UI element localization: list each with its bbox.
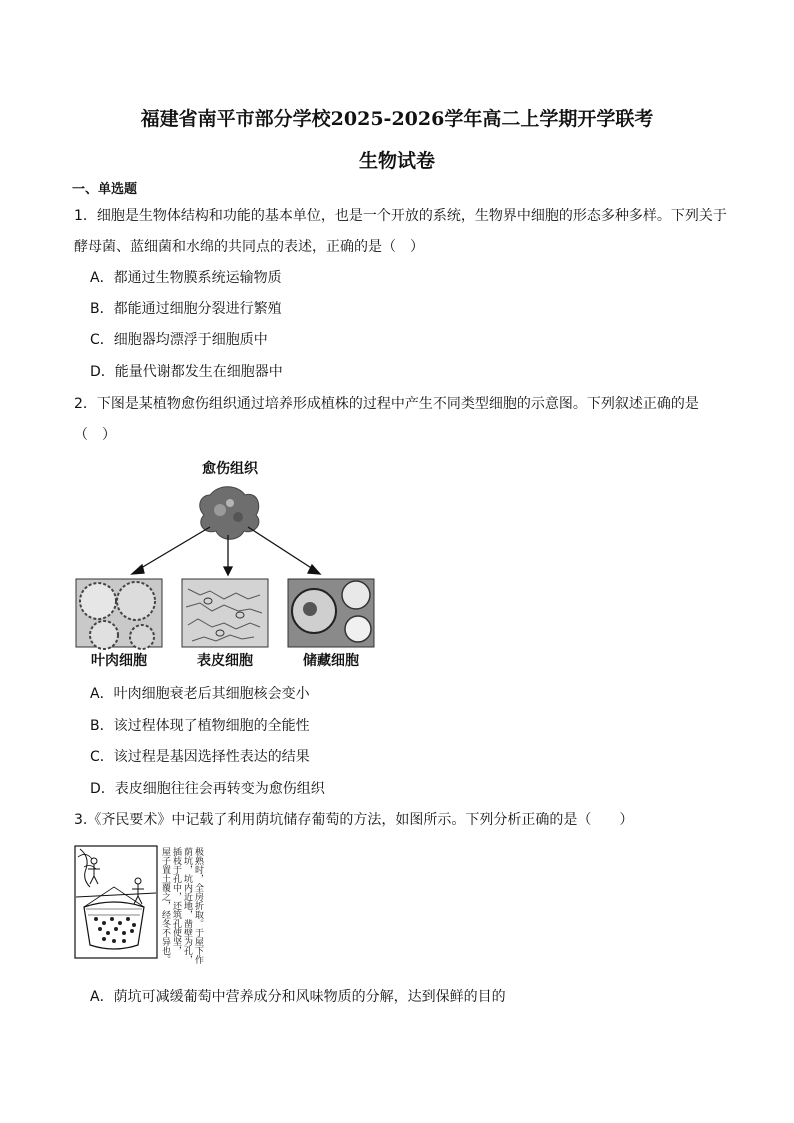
paper-subtitle: 生物试卷 [358,150,435,172]
question-stem-line: （ ） [74,427,116,443]
cell-label-epidermis: 表皮细胞 [197,653,253,669]
question-stem-line: 2．下图是某植物愈伤组织通过培养形成植株的过程中产生不同类型细胞的示意图。下列叙述正确的是 [74,396,699,412]
cell-label-mesophyll: 叶肉细胞 [91,653,147,669]
option-a[interactable]: A．叶肉细胞衰老后其细胞核会变小 [90,686,310,702]
callus-diagram [70,455,380,670]
poem-column: 屋子置土覆之，经冬不异也。 [160,847,170,964]
question-stem-line: 1．细胞是生物体结构和功能的基本单位，也是一个开放的系统，生物界中细胞的形态多种多样。下列关于 [74,208,727,224]
option-a[interactable]: A．都通过生物膜系统运输物质 [90,270,282,286]
grape-pit-illustration [74,845,158,959]
callus-label: 愈伤组织 [202,461,258,477]
question-stem-line: 酵母菌、蓝细菌和水绵的共同点的表述，正确的是（ ） [74,239,424,255]
grape-storage-figure [74,845,210,970]
question-stem-line: 3.《齐民要术》中记载了利用荫坑储存葡萄的方法，如图所示。下列分析正确的是（ ） [74,812,634,828]
option-b[interactable]: B．都能通过细胞分裂进行繁殖 [90,301,282,317]
poem-column: 极熟时，全房折取。于屋下作 [193,847,203,964]
epidermis-cell-image [182,579,268,647]
option-c[interactable]: C．该过程是基因选择性表达的结果 [90,749,310,765]
option-c[interactable]: C．细胞器均漂浮于细胞质中 [90,332,268,348]
section-heading: 一、单选题 [72,182,138,197]
cell-label-storage: 储藏细胞 [303,653,359,669]
mesophyll-cell-image [76,579,162,649]
callus-figure [70,455,380,670]
option-a[interactable]: A．荫坑可减缓葡萄中营养成分和风味物质的分解，达到保鲜的目的 [90,989,506,1005]
poem-column: 插枝于孔中，还筑孔使坚， [171,847,181,955]
callus-image [200,487,259,540]
storage-cell-image [288,579,374,647]
option-d[interactable]: D．能量代谢都发生在细胞器中 [90,364,283,380]
paper-title: 福建省南平市部分学校2025-2026学年高二上学期开学联考 [140,108,654,130]
option-b[interactable]: B．该过程体现了植物细胞的全能性 [90,718,310,734]
option-d[interactable]: D．表皮细胞往往会再转变为愈伤组织 [90,781,325,797]
poem-column: 荫坑，坑内近地，凿壁为孔， [182,847,192,964]
